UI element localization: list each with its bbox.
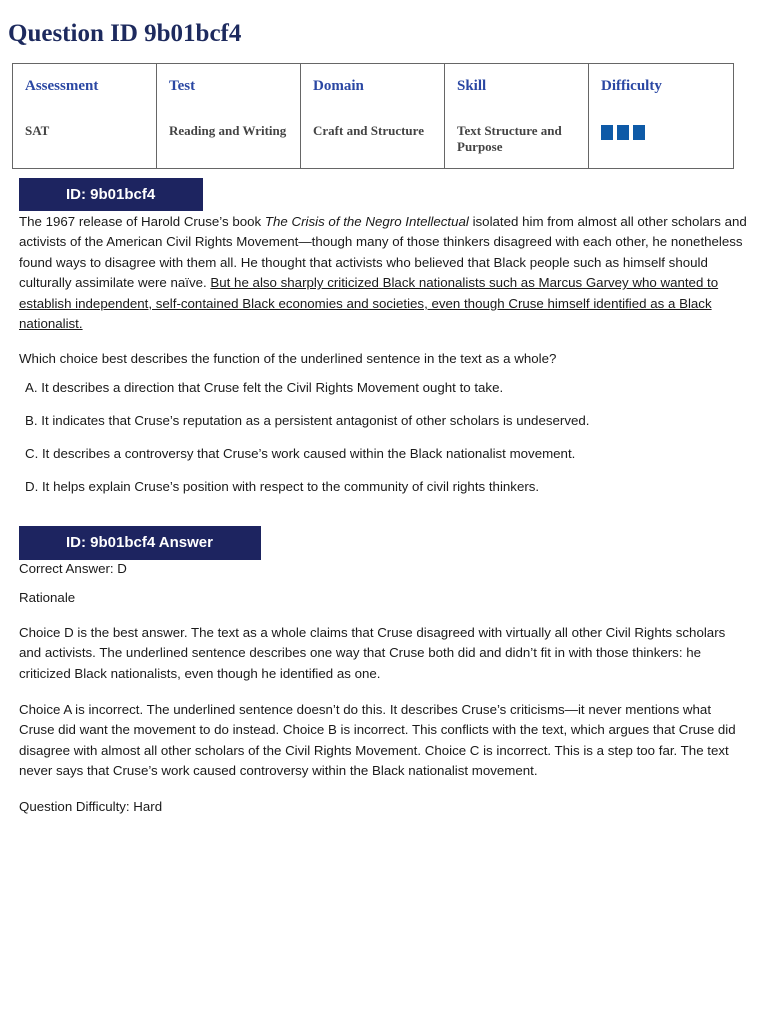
header-test: Test	[157, 64, 301, 124]
header-difficulty: Difficulty	[589, 64, 734, 124]
metadata-table	[12, 63, 734, 169]
header-domain: Domain	[301, 64, 445, 124]
metadata-header-row	[13, 64, 734, 124]
difficulty-bar	[601, 125, 613, 140]
difficulty-bar	[633, 125, 645, 140]
value-difficulty	[589, 123, 734, 169]
choice-d: D. It helps explain Cruse’s position with respect to the community of civil rights thinkers.	[25, 479, 540, 494]
question-prompt: Which choice best describes the function of the underlined sentence in the text as a whole?	[19, 351, 557, 366]
correct-answer: Correct Answer: D	[19, 561, 127, 576]
metadata-value-row	[13, 123, 734, 169]
question-id-banner: ID: 9b01bcf4	[19, 178, 203, 211]
answer-id-banner: ID: 9b01bcf4 Answer	[19, 526, 261, 560]
choice-a: A. It describes a direction that Cruse felt the Civil Rights Movement ought to take.	[25, 380, 504, 395]
value-skill: Text Structure and Purpose	[445, 123, 589, 169]
difficulty-bar	[617, 125, 629, 140]
value-assessment: SAT	[13, 123, 157, 169]
rationale-paragraph-2: Choice A is incorrect. The underlined sentence doesn’t do this. It describes Cruse’s criticisms—it never mentions what Cruse did want the movement to do instead. Choice B is incorrect. This conflicts with the text, which argues that Cruse did disagree with almost all other scholars of the Civil Rights Movement. Choice C is incorrect. This is a step too far. The text never says that Cruse’s work caused controversy within the Black nationalist movement.	[19, 702, 736, 779]
choice-c: C. It describes a controversy that Cruse’s work caused within the Black nationalist movement.	[25, 446, 576, 461]
difficulty-indicator	[601, 125, 721, 140]
passage-intro: The 1967 release of Harold Cruse’s book	[19, 214, 265, 229]
passage-underlined-sentence: But he also sharply criticized Black nationalists such as Marcus Garvey who wanted to establish independent, self-contained Black economies and societies, even though Cruse himself identified as a Black nationalist.	[19, 275, 719, 332]
value-domain: Craft and Structure	[301, 123, 445, 169]
header-assessment: Assessment	[13, 64, 157, 124]
rationale-paragraph-1: Choice D is the best answer. The text as a whole claims that Cruse disagreed with virtually all other Civil Rights scholars and activists. The underlined sentence describes one way that Cruse both did and didn’t fit in with those thinkers: he criticized Black nationalists, even though he identified as one.	[19, 625, 726, 681]
rationale-label: Rationale	[19, 590, 76, 605]
header-skill: Skill	[445, 64, 589, 124]
passage-book-title: The Crisis of the Negro Intellectual	[264, 214, 469, 229]
question-passage	[19, 212, 749, 334]
page-title: Question ID 9b01bcf4	[8, 20, 242, 47]
value-test: Reading and Writing	[157, 123, 301, 169]
choice-b: B. It indicates that Cruse’s reputation as a persistent antagonist of other scholars is undeserved.	[25, 413, 590, 428]
question-difficulty: Question Difficulty: Hard	[19, 799, 163, 814]
passage-middle: isolated him from almost all other scholars and activists of the American Civil Rights Movement—though many of those thinkers disagreed with each other, he nonetheless found ways to disagree with them all. He thought that activists who believed that Black people such as himself should culturally assimilate were naïve.	[19, 214, 747, 291]
